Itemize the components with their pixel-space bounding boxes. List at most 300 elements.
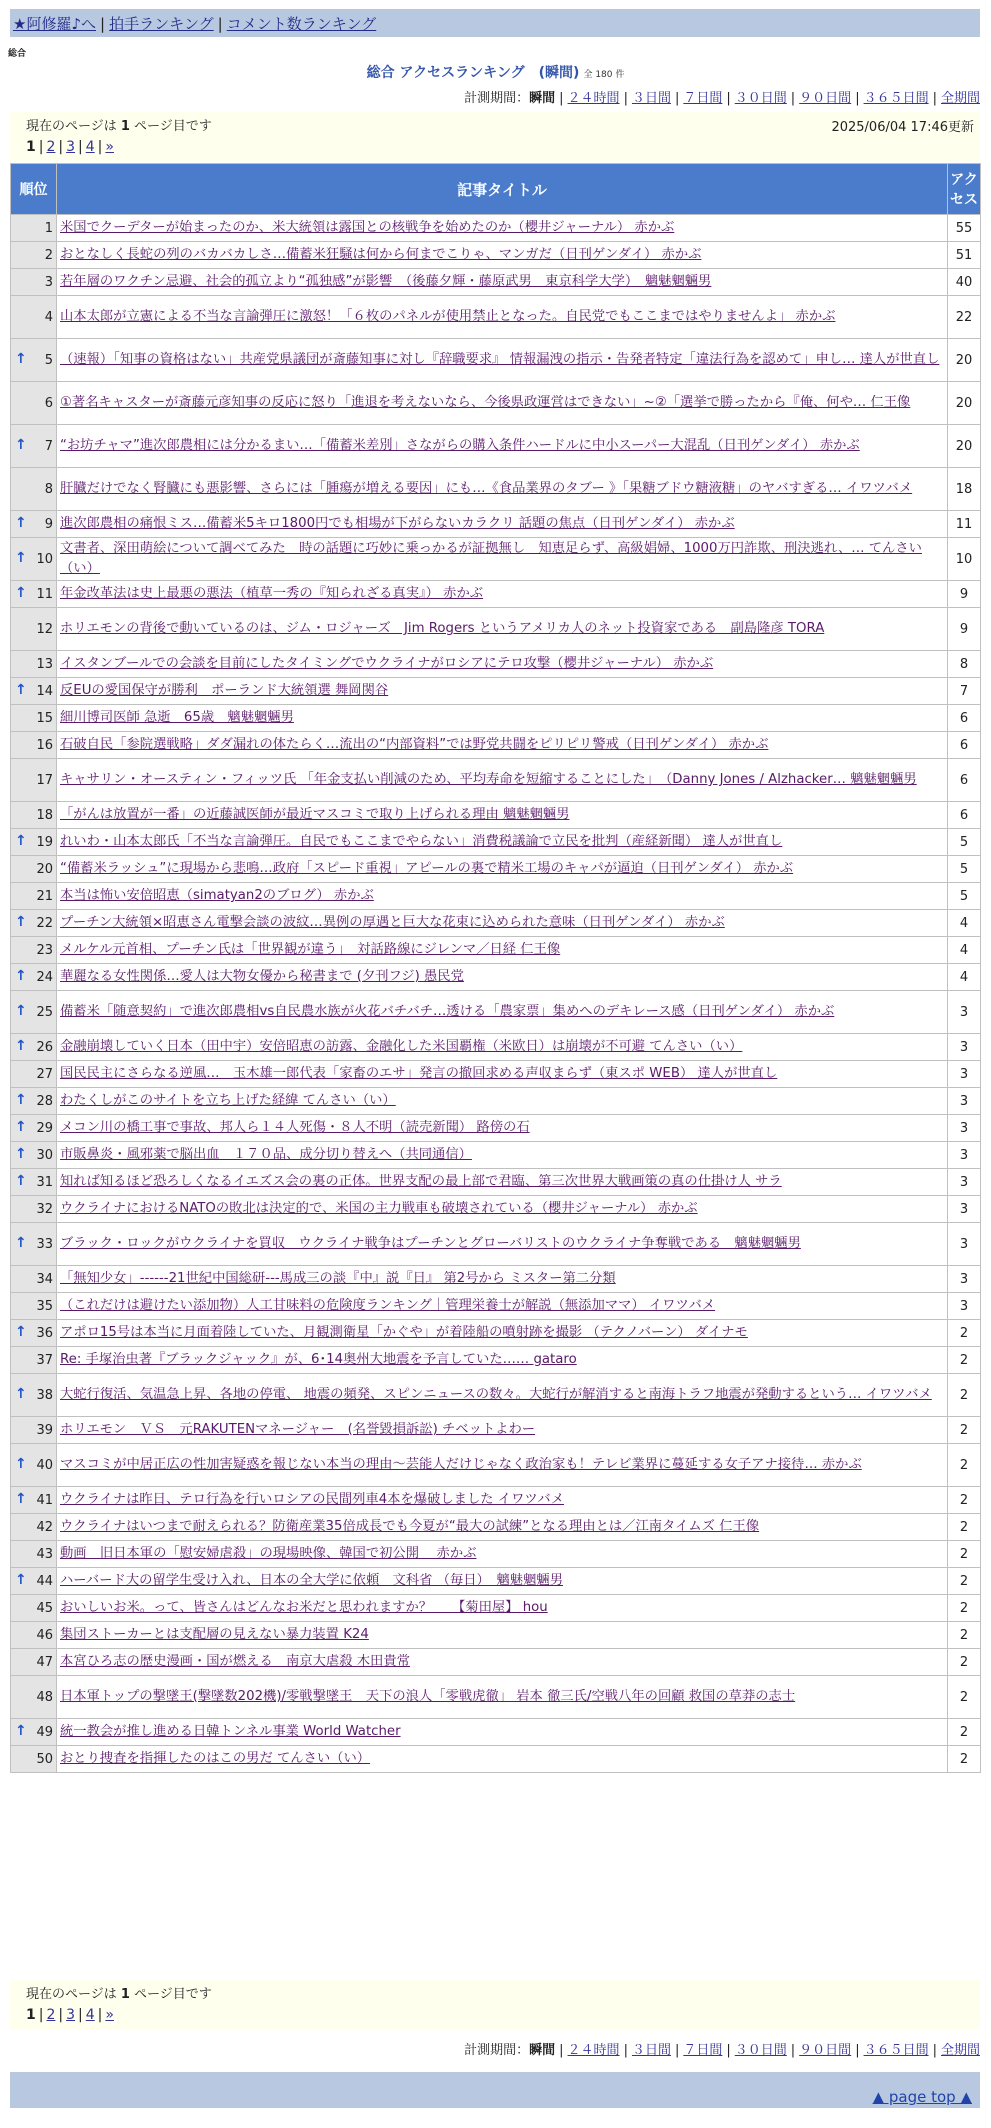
table-row [11, 425, 981, 468]
access-count: 20 [948, 382, 981, 425]
article-link[interactable]: れいわ・山本太郎氏「不当な言論弾圧。自民でもここまでやらない」消費税議論で立民を批判（産経新聞） 達人が世直し [60, 834, 783, 849]
rank-number: 5 [44, 352, 53, 368]
rank-cell [11, 608, 57, 651]
access-count: 2 [948, 1320, 981, 1347]
table-row [11, 1746, 981, 1773]
title-cell [57, 1293, 948, 1320]
up-arrow-icon: ↑ [15, 1092, 27, 1109]
rank-number: 35 [36, 1298, 53, 1314]
access-count: 51 [948, 242, 981, 269]
page-title-block [0, 62, 991, 82]
rank-cell [11, 910, 57, 937]
rank-number: 50 [36, 1751, 53, 1767]
title-cell [57, 1622, 948, 1649]
rank-number: 36 [36, 1325, 53, 1341]
period-link[interactable]: ９０日間 [799, 2043, 852, 2058]
article-link[interactable]: 石破自民「参院選戦略」ダダ漏れの体たらく…流出の“内部資料”では野党共闘をピリピリ警戒（日刊ゲンダイ） 赤かぶ [60, 737, 769, 752]
article-link[interactable]: わたくしがこのサイトを立ち上げた経緯 てんさい（い） [60, 1093, 396, 1108]
title-cell [57, 1746, 948, 1773]
table-row [11, 1487, 981, 1514]
rank-number: 13 [36, 656, 53, 672]
current-page-prefix: 現在のページは [26, 1987, 121, 2002]
article-link[interactable]: 「がんは放置が一番」の近藤誠医師が最近マスコミで取り上げられる理由 魑魅魍魎男 [60, 807, 570, 822]
table-row [11, 1196, 981, 1223]
current-page-prefix: 現在のページは [26, 119, 121, 134]
access-count: 4 [948, 910, 981, 937]
table-row [11, 1088, 981, 1115]
up-arrow-icon: ↑ [15, 1003, 27, 1020]
access-count: 9 [948, 581, 981, 608]
up-arrow-icon: ↑ [15, 833, 27, 850]
article-link[interactable]: ウクライナは昨日、テロ行為を行いロシアの民間列車4本を爆破しました イワツバメ [60, 1492, 565, 1507]
footer-bar [10, 2072, 980, 2108]
pager-bottom [10, 1980, 980, 2030]
rank-cell [11, 1746, 57, 1773]
title-cell [57, 242, 948, 269]
table-row [11, 1061, 981, 1088]
table-row [11, 732, 981, 759]
period-link[interactable]: ３日間 [631, 2043, 671, 2058]
rank-number: 9 [44, 516, 53, 532]
rank-number: 11 [36, 586, 53, 602]
page-link[interactable]: 4 [85, 139, 95, 155]
up-arrow-icon: ↑ [15, 437, 27, 454]
table-row [11, 1676, 981, 1719]
access-count: 3 [948, 991, 981, 1034]
article-link[interactable]: キャサリン・オースティン・フィッツ氏 「年金支払い削減のため、平均寿命を短縮することにした」 （Danny Jones / Alzhacker… 魑魅魍魎男 [60, 772, 917, 787]
table-row [11, 242, 981, 269]
rank-number: 8 [44, 481, 53, 497]
title-cell [57, 1115, 948, 1142]
page-title: 総合 アクセスランキング (瞬間) [366, 65, 580, 81]
access-count: 6 [948, 759, 981, 802]
current-page-suffix: ページ目です [129, 119, 212, 134]
up-arrow-icon: ↑ [15, 914, 27, 931]
article-link[interactable]: 集団ストーカーとは支配層の見えない暴力装置 K24 [60, 1627, 369, 1642]
pager-top [10, 112, 980, 162]
period-link[interactable]: ２４時間 [567, 91, 620, 106]
page-separator: | [97, 139, 103, 155]
page-top-link[interactable]: ▲ page top ▲ [872, 2088, 972, 2106]
rank-cell [11, 382, 57, 425]
title-cell [57, 581, 948, 608]
title-cell [57, 991, 948, 1034]
rank-number: 16 [36, 737, 53, 753]
period-link[interactable]: ３０日間 [734, 91, 787, 106]
access-count: 2 [948, 1568, 981, 1595]
rank-number: 20 [36, 861, 53, 877]
title-cell [57, 1034, 948, 1061]
article-link[interactable]: アポロ15号は本当に月面着陸していた、月観測衛星「かぐや」が着陸船の噴射跡を撮影 （テクノバーン） ダイナモ [60, 1325, 748, 1340]
up-arrow-icon: ↑ [15, 1146, 27, 1163]
comment-ranking-link[interactable]: コメント数ランキング [226, 15, 377, 33]
page-link[interactable]: 2 [46, 2007, 56, 2023]
table-row [11, 705, 981, 732]
rank-cell [11, 964, 57, 991]
rank-cell [11, 705, 57, 732]
article-link[interactable]: ハーバード大の留学生受け入れ、日本の全大学に依頼 文科省 （毎日） 魑魅魍魎男 [60, 1573, 563, 1588]
rank-cell [11, 1293, 57, 1320]
rank-cell [11, 581, 57, 608]
rank-number: 27 [36, 1066, 53, 1082]
article-link[interactable]: 知れば知るほど恐ろしくなるイエズス会の裏の正体。世界支配の最上部で君臨、第三次世界大戦画策の真の仕掛け人 サラ [60, 1174, 782, 1189]
title-cell [57, 1417, 948, 1444]
table-row [11, 1169, 981, 1196]
rank-cell [11, 1266, 57, 1293]
access-count: 3 [948, 1266, 981, 1293]
title-cell [57, 296, 948, 339]
access-count: 4 [948, 937, 981, 964]
article-link[interactable]: イスタンブールでの会談を目前にしたタイミングでウクライナがロシアにテロ攻撃（櫻井ジャーナル） 赤かぶ [60, 656, 714, 671]
rank-cell [11, 1541, 57, 1568]
section-label: 総合 [8, 49, 27, 59]
rank-cell [11, 883, 57, 910]
period-separator: | [932, 91, 937, 106]
access-count: 20 [948, 339, 981, 382]
up-arrow-icon: ↑ [15, 1119, 27, 1136]
up-arrow-icon: ↑ [15, 585, 27, 602]
header-access: アクセス [948, 164, 981, 215]
access-count: 2 [948, 1514, 981, 1541]
article-link[interactable]: 肝臓だけでなく腎臓にも悪影響、さらには「腫瘍が増える要因」にも…《食品業界のタブー 》「果糖ブドウ糖液糖」のヤバすぎる… イワツバメ [60, 481, 913, 496]
rank-number: 38 [36, 1387, 53, 1403]
title-cell [57, 759, 948, 802]
article-link[interactable]: 反EUの愛国保守が勝利 ポーランド大統領選 舞岡関谷 [60, 683, 389, 698]
access-count: 20 [948, 425, 981, 468]
current-page-number: 1 [120, 119, 130, 134]
table-row [11, 1374, 981, 1417]
rank-cell [11, 1320, 57, 1347]
access-count: 5 [948, 829, 981, 856]
title-cell [57, 678, 948, 705]
article-link[interactable]: 文書者、深田萌絵について調べてみた 時の話題に巧妙に乗っかるが証拠無し 知恵足らず、高級娼婦、1000万円詐欺、刑決逃れ、… てんさい（い） [60, 541, 922, 576]
rank-number: 46 [36, 1627, 53, 1643]
title-cell [57, 425, 948, 468]
article-link[interactable]: ウクライナはいつまで耐えられる？防衛産業35倍成長でも今夏が“最大の試練”となる理由とは／江南タイムズ 仁王像 [60, 1519, 760, 1534]
title-cell [57, 732, 948, 759]
rank-number: 26 [36, 1039, 53, 1055]
access-count: 3 [948, 1223, 981, 1266]
access-count: 3 [948, 1088, 981, 1115]
next-page-link[interactable]: » [105, 2007, 114, 2023]
article-link[interactable]: 統一教会が推し進める日韓トンネル事業 World Watcher [60, 1724, 401, 1739]
period-link[interactable]: 全期間 [940, 91, 980, 106]
rank-number: 18 [36, 807, 53, 823]
access-count: 2 [948, 1676, 981, 1719]
header-title: 記事タイトル [57, 164, 948, 215]
article-link[interactable]: 動画 旧日本軍の「慰安婦虐殺」の現場映像、韓国で初公開 赤かぶ [60, 1546, 477, 1561]
rank-cell [11, 1514, 57, 1541]
rank-number: 45 [36, 1600, 53, 1616]
period-separator: | [790, 2043, 796, 2058]
article-link[interactable]: 「無知少女」------21世紀中国総研---馬成三の談『中』説『日』 第2号から ミスター第二分類 [60, 1271, 616, 1286]
title-cell [57, 883, 948, 910]
article-link[interactable]: 進次郎農相の痛恨ミス…備蓄米5キロ1800円でも相場が下がらないカラクリ 話題の焦点（日刊ゲンダイ） 赤かぶ [60, 516, 735, 531]
article-link[interactable]: ①著名キャスターが斎藤元彦知事の反応に怒り「進退を考えないなら、今後県政運営はできない」~②「選挙で勝ったから『俺、何や… 仁王像 [60, 395, 911, 410]
home-link[interactable]: ★阿修羅♪へ [13, 15, 97, 33]
table-header-row [11, 164, 981, 215]
article-link[interactable]: 山本太郎が立憲による不当な言論弾圧に激怒！「６枚のパネルが使用禁止となった。自民党でもここまではやりませんよ」 赤かぶ [60, 309, 836, 324]
clap-ranking-link[interactable]: 拍手ランキング [109, 15, 214, 33]
rank-number: 23 [36, 942, 53, 958]
access-count: 6 [948, 732, 981, 759]
table-row [11, 296, 981, 339]
page-link[interactable]: 2 [46, 139, 56, 155]
table-row [11, 1293, 981, 1320]
title-cell [57, 339, 948, 382]
table-row [11, 1417, 981, 1444]
period-link[interactable]: ９０日間 [799, 91, 852, 106]
rank-number: 14 [36, 683, 53, 699]
rank-cell [11, 1034, 57, 1061]
period-separator: | [726, 2043, 731, 2058]
up-arrow-icon: ↑ [15, 682, 27, 699]
page-link[interactable]: 3 [66, 2007, 76, 2023]
period-separator: | [559, 2043, 564, 2058]
rank-cell [11, 856, 57, 883]
article-link[interactable]: “備蓄米ラッシュ”に現場から悲鳴…政府「スピード重視」アピールの裏で精米工場のキャパが逼迫（日刊ゲンダイ） 赤かぶ [60, 861, 794, 876]
article-link[interactable]: 大蛇行復活、気温急上昇、各地の停電、 地震の頻発、スピンニュースの数々。大蛇行が解消すると南海トラフ地震が発動するという… イワツバメ [60, 1387, 932, 1402]
table-row [11, 991, 981, 1034]
table-row [11, 802, 981, 829]
title-cell [57, 1196, 948, 1223]
access-count: 40 [948, 269, 981, 296]
rank-number: 22 [36, 915, 53, 931]
table-row [11, 1568, 981, 1595]
title-cell [57, 937, 948, 964]
up-arrow-icon: ↑ [15, 1456, 27, 1473]
table-row [11, 964, 981, 991]
title-cell [57, 1595, 948, 1622]
rank-cell [11, 425, 57, 468]
article-link[interactable]: おいしいお米。って、皆さんはどんなお米だと思われますか？ 【菊田屋】 hou [60, 1600, 548, 1615]
article-link[interactable]: 若年層のワクチン忌避、社会的孤立より“孤独感”が影響 （後藤夕輝・藤原武男 東京科学大学） 魑魅魍魎男 [60, 274, 712, 289]
title-cell [57, 910, 948, 937]
table-row [11, 1541, 981, 1568]
table-row [11, 538, 981, 581]
article-link[interactable]: 日本軍トップの撃墜王(撃墜数202機)/零戦撃墜王 天下の浪人「零戦虎徹」 岩本 徹三氏/空戦八年の回顧 救国の草莽の志士 [60, 1689, 796, 1704]
article-link[interactable]: ウクライナにおけるNATOの敗北は決定的で、米国の主力戦車も破壊されている（櫻井ジャーナル） 赤かぶ [60, 1201, 698, 1216]
title-cell [57, 215, 948, 242]
period-link[interactable]: ３０日間 [734, 2043, 787, 2058]
access-count: 3 [948, 1061, 981, 1088]
rank-cell [11, 1568, 57, 1595]
rank-number: 3 [44, 274, 53, 290]
page-separator: | [97, 2007, 103, 2023]
rank-number: 25 [36, 1004, 53, 1020]
title-cell [57, 1347, 948, 1374]
article-link[interactable]: Re: 手塚治虫著『ブラックジャック』が、6･14奥州大地震を予言していた…… gataro [60, 1352, 577, 1367]
period-link[interactable]: ２４時間 [567, 2043, 620, 2058]
up-arrow-icon: ↑ [15, 1324, 27, 1341]
rank-cell [11, 1115, 57, 1142]
article-link[interactable]: 国民民主にさらなる逆風… 玉木雄一郎代表「家畜のエサ」発言の撤回求める声収まらず（東スポ WEB） 達人が世直し [60, 1066, 778, 1081]
period-link[interactable]: ３６５日間 [863, 91, 929, 106]
table-row [11, 215, 981, 242]
table-row [11, 910, 981, 937]
table-row [11, 1514, 981, 1541]
rank-number: 43 [36, 1546, 53, 1562]
period-separator: | [623, 2043, 628, 2058]
article-link[interactable]: （これだけは避けたい添加物）人工甘味料の危険度ランキング｜管理栄養士が解説（無添加ママ） イワツバメ [60, 1298, 716, 1313]
rank-number: 33 [36, 1236, 53, 1252]
access-count: 18 [948, 468, 981, 511]
access-count: 5 [948, 883, 981, 910]
rank-number: 15 [36, 710, 53, 726]
rank-cell [11, 1417, 57, 1444]
table-row [11, 468, 981, 511]
title-cell [57, 651, 948, 678]
rank-cell [11, 215, 57, 242]
current-page-suffix: ページ目です [129, 1987, 212, 2002]
access-count: 2 [948, 1622, 981, 1649]
period-link[interactable]: ３日間 [631, 91, 671, 106]
rank-number: 32 [36, 1201, 53, 1217]
access-count: 7 [948, 678, 981, 705]
article-link[interactable]: ブラック・ロックがウクライナを買収 ウクライナ戦争はプーチンとグローバリストのウクライナ争奪戦である 魑魅魍魎男 [60, 1236, 801, 1251]
access-count: 10 [948, 538, 981, 581]
period-link[interactable]: ７日間 [683, 2043, 723, 2058]
page-separator: | [58, 2007, 64, 2023]
page-links [26, 2007, 972, 2023]
rank-cell [11, 269, 57, 296]
period-link[interactable]: ７日間 [683, 91, 723, 106]
rank-cell [11, 1223, 57, 1266]
title-cell [57, 1088, 948, 1115]
article-link[interactable]: マスコミが中居正広の性加害疑惑を報じない本当の理由〜芸能人だけじゃなく政治家も！テレビ業界に蔓延する女子アナ接待… 赤かぶ [60, 1457, 862, 1472]
article-link[interactable]: 本宮ひろ志の歴史漫画・国が燃える 南京大虐殺 木田貴常 [60, 1654, 410, 1669]
rank-number: 29 [36, 1120, 53, 1136]
article-link[interactable]: 本当は怖い安倍昭恵（simatyan2のブログ） 赤かぶ [60, 888, 374, 903]
article-link[interactable]: 細川博司医師 急逝 65歳 魑魅魍魎男 [60, 710, 294, 725]
period-selector-bottom [464, 2039, 980, 2058]
article-link[interactable]: 市販鼻炎・風邪薬で脳出血 １７０品、成分切り替えへ（共同通信） [60, 1147, 472, 1162]
period-separator: | [623, 91, 628, 106]
article-link[interactable]: ホリエモンの背後で動いているのは、ジム・ロジャーズ Jim Rogers というアメリカ人のネット投資家である 副島隆彦 TORA [60, 621, 825, 636]
rank-cell [11, 678, 57, 705]
page-current: 1 [26, 139, 36, 155]
table-row [11, 269, 981, 296]
access-count: 6 [948, 802, 981, 829]
table-row [11, 1444, 981, 1487]
article-link[interactable]: おとり捜査を指揮したのはこの男だ てんさい（い） [60, 1751, 371, 1766]
rank-number: 30 [36, 1147, 53, 1163]
article-link[interactable]: 華麗なる女性関係…愛人は大物女優から秘書まで (夕刊フジ) 愚民党 [60, 969, 464, 984]
next-page-link[interactable]: » [105, 139, 114, 155]
table-row [11, 829, 981, 856]
rank-cell [11, 1374, 57, 1417]
nav-separator: | [100, 15, 106, 33]
rank-cell [11, 829, 57, 856]
page-link[interactable]: 3 [66, 139, 76, 155]
page-link[interactable]: 4 [85, 2007, 95, 2023]
article-link[interactable]: メルケル元首相、プーチン氏は「世界観が違う」 対話路線にジレンマ／日経 仁王像 [60, 942, 561, 957]
table-row [11, 856, 981, 883]
access-count: 9 [948, 608, 981, 651]
article-link[interactable]: ホリエモン ＶＳ 元RAKUTENマネージャー (名誉毀損訴訟) チベットよわー [60, 1422, 536, 1437]
title-cell [57, 382, 948, 425]
rank-number: 10 [36, 551, 53, 567]
up-arrow-icon: ↑ [15, 1572, 27, 1589]
rank-number: 24 [36, 969, 53, 985]
title-cell [57, 1169, 948, 1196]
page-separator: | [78, 2007, 83, 2023]
article-link[interactable]: プーチン大統領×昭恵さん電撃会談の波紋…異例の厚遇と巨大な花束に込められた意味（日刊ゲンダイ） 赤かぶ [60, 915, 725, 930]
title-cell [57, 1266, 948, 1293]
period-current: 瞬間 [529, 91, 556, 106]
table-row [11, 1034, 981, 1061]
article-link[interactable]: 備蓄米「随意契約」で進次郎農相vs自民農水族が火花バチバチ…透ける「農家票」集めへのデキレース感（日刊ゲンダイ） 赤かぶ [60, 1004, 835, 1019]
rank-number: 34 [36, 1271, 53, 1287]
table-row [11, 937, 981, 964]
access-count: 2 [948, 1444, 981, 1487]
up-arrow-icon: ↑ [15, 515, 27, 532]
title-cell [57, 856, 948, 883]
article-link[interactable]: おとなしく長蛇の列のバカバカしさ…備蓄米狂騒は何から何までこりゃ、マンガだ（日刊ゲンダイ） 赤かぶ [60, 247, 702, 262]
table-row [11, 678, 981, 705]
rank-cell [11, 651, 57, 678]
title-cell [57, 1568, 948, 1595]
rank-cell [11, 1622, 57, 1649]
table-row [11, 339, 981, 382]
title-cell [57, 1541, 948, 1568]
table-row [11, 1320, 981, 1347]
rank-cell [11, 468, 57, 511]
table-row [11, 1115, 981, 1142]
nav-separator: | [217, 15, 223, 33]
title-cell [57, 1444, 948, 1487]
rank-cell [11, 937, 57, 964]
up-arrow-icon: ↑ [15, 550, 27, 567]
rank-cell [11, 538, 57, 581]
rank-number: 21 [36, 888, 53, 904]
table-row [11, 1223, 981, 1266]
table-row [11, 1347, 981, 1374]
article-link[interactable]: 年金改革法は史上最悪の悪法（植草一秀の『知られざる真実』） 赤かぶ [60, 586, 484, 601]
article-link[interactable]: “お坊チャマ”進次郎農相には分かるまい…「備蓄米差別」さながらの購入条件ハードルに中小スーパー大混乱（日刊ゲンダイ） 赤かぶ [60, 438, 860, 453]
rank-cell [11, 759, 57, 802]
rank-number: 37 [36, 1352, 53, 1368]
article-link[interactable]: メコン川の橋工事で事故、邦人ら１４人死傷・８人不明（読売新聞） 路傍の石 [60, 1120, 530, 1135]
rank-cell [11, 242, 57, 269]
rank-number: 39 [36, 1422, 53, 1438]
table-row [11, 1142, 981, 1169]
period-link[interactable]: 全期間 [940, 2043, 980, 2058]
page-separator: | [38, 2007, 44, 2023]
rank-number: 41 [36, 1492, 53, 1508]
article-link[interactable]: （速報）「知事の資格はない」共産党県議団が斎藤知事に対し『辞職要求』 情報漏洩の指示・告発者特定「違法行為を認めて」申し… 達人が世直し [60, 352, 940, 367]
rank-number: 40 [36, 1457, 53, 1473]
period-link[interactable]: ３６５日間 [863, 2043, 929, 2058]
period-separator: | [674, 91, 680, 106]
period-separator: | [855, 91, 860, 106]
current-page-text [26, 1983, 972, 2002]
access-count: 5 [948, 856, 981, 883]
rank-cell [11, 1444, 57, 1487]
rank-cell [11, 1142, 57, 1169]
rank-number: 48 [36, 1689, 53, 1705]
table-row [11, 883, 981, 910]
rank-cell [11, 511, 57, 538]
article-link[interactable]: 金融崩壊していく日本（田中宇）安倍昭恵の訪露、金融化した米国覇権（米欧日）は崩壊が不可避 てんさい（い） [60, 1039, 743, 1054]
access-count: 2 [948, 1487, 981, 1514]
title-cell [57, 802, 948, 829]
rank-number: 4 [44, 309, 53, 325]
up-arrow-icon: ↑ [15, 1235, 27, 1252]
rank-number: 6 [44, 395, 53, 411]
rank-number: 7 [44, 438, 53, 454]
article-link[interactable]: 米国でクーデターが始まったのか、米大統領は露国との核戦争を始めたのか（櫻井ジャーナル） 赤かぶ [60, 220, 675, 235]
